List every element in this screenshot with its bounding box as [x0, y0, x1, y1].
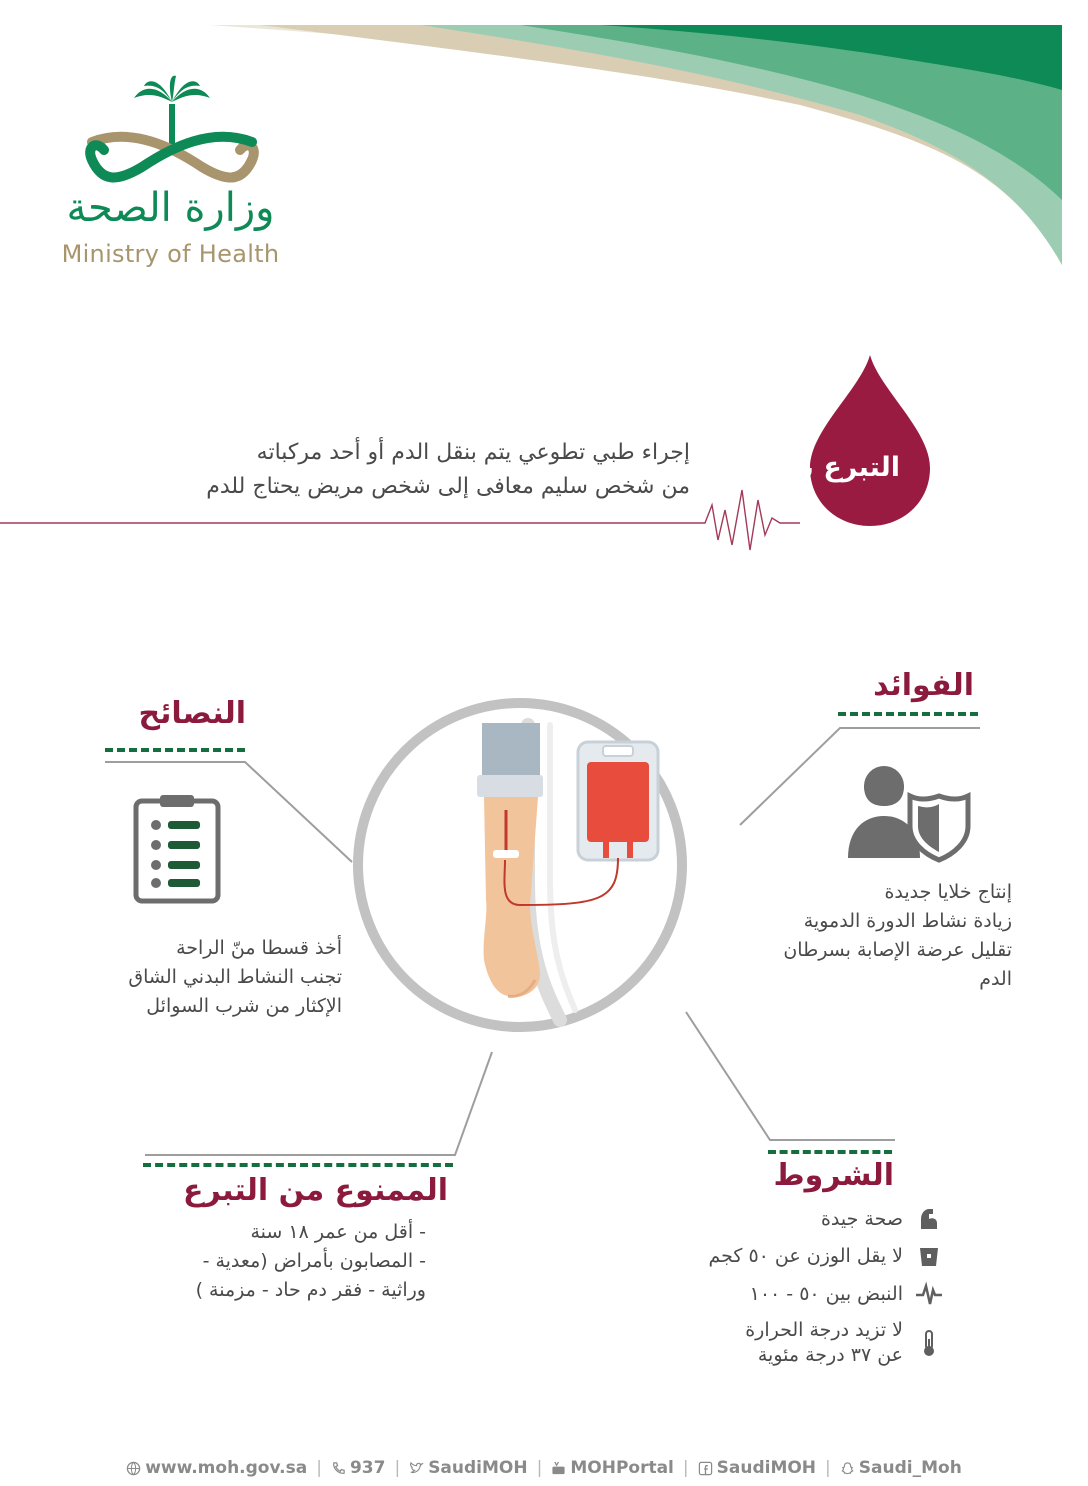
advice-title: النصائح	[138, 696, 246, 731]
muscle-icon	[915, 1205, 943, 1233]
condition-text-line: عن ٣٧ درجة مئوية	[757, 1344, 903, 1366]
snapchat-icon	[840, 1461, 855, 1476]
footer-separator: |	[825, 1458, 831, 1478]
condition-text: النبض بين ٥٠ - ١٠٠	[749, 1282, 903, 1305]
intro-line-1: إجراء طبي تطوعي يتم بنقل الدم أو أحد مركباته	[256, 440, 690, 465]
conditions-divider-top	[768, 1150, 892, 1154]
hero-title: التبرع بالدم	[748, 452, 900, 483]
facebook-icon	[698, 1461, 713, 1476]
forbidden-list	[86, 1218, 426, 1305]
blood-drop-icon	[800, 350, 940, 530]
pulse-icon	[915, 1280, 943, 1308]
footer-separator: |	[394, 1458, 401, 1478]
condition-row	[523, 1318, 943, 1368]
condition-row	[523, 1205, 943, 1233]
footer-phone[interactable]: 937	[331, 1458, 386, 1478]
advice-item: تجنب النشاط البدني الشاق	[128, 966, 342, 988]
footer-website[interactable]: www.moh.gov.sa	[126, 1458, 307, 1478]
condition-row	[523, 1280, 943, 1308]
benefit-item: الدم	[979, 968, 1012, 990]
clipboard-checklist-icon	[132, 795, 222, 905]
footer-twitter[interactable]: SaudiMOH	[409, 1458, 527, 1478]
condition-text: صحة جيدة	[820, 1207, 903, 1230]
phone-icon	[331, 1461, 346, 1476]
benefits-title: الفوائد	[873, 668, 974, 703]
benefit-item: تقليل عرضة الإصابة بسرطان	[783, 939, 1012, 961]
twitter-icon	[409, 1461, 424, 1476]
footer-facebook[interactable]: SaudiMOH	[698, 1458, 816, 1478]
benefit-item: إنتاج خلايا جديدة	[884, 881, 1012, 903]
advice-list	[22, 934, 342, 1021]
advice-item: الإكثار من شرب السوائل	[146, 995, 342, 1017]
benefits-divider	[838, 712, 978, 716]
condition-text	[745, 1318, 903, 1368]
condition-text-line: لا تزيد درجة الحرارة	[745, 1319, 903, 1341]
condition-row	[523, 1242, 943, 1270]
hero-intro	[70, 436, 690, 504]
advice-item: أخذ قسطا منّ الراحة	[176, 937, 342, 959]
palm-tree-icon	[134, 76, 210, 144]
forbidden-item: - المصابون بأمراض (معدية -	[202, 1250, 426, 1272]
benefits-list	[682, 878, 1012, 994]
forbidden-title: الممنوع من التبرع	[183, 1173, 448, 1208]
thermometer-icon	[915, 1323, 943, 1363]
footer-separator: |	[316, 1458, 322, 1478]
forbidden-item: وراثية - فقر دم حاد - مزمنة )	[195, 1279, 426, 1301]
footer	[0, 1458, 1088, 1478]
footer-snapchat[interactable]: Saudi_Moh	[840, 1458, 962, 1478]
weight-icon	[915, 1242, 943, 1270]
conditions-title: الشروط	[773, 1158, 894, 1193]
youtube-icon	[551, 1461, 566, 1476]
footer-separator: |	[682, 1458, 689, 1478]
advice-divider	[105, 748, 245, 752]
condition-text: لا يقل الوزن عن ٥٠ كجم	[708, 1244, 903, 1267]
forbidden-divider-top	[143, 1163, 453, 1167]
arm-icon	[477, 723, 543, 997]
footer-separator: |	[536, 1458, 543, 1478]
logo-text-english: Ministry of Health	[61, 240, 280, 268]
benefit-item: زيادة نشاط الدورة الدموية	[803, 910, 1012, 932]
user-shield-icon	[842, 758, 982, 868]
globe-icon	[126, 1461, 141, 1476]
footer-youtube[interactable]: MOHPortal	[551, 1458, 674, 1478]
logo-text-arabic: وزارة الصحة	[66, 185, 275, 231]
intro-line-2: من شخص سليم معافى إلى شخص مريض يحتاج للدم	[206, 474, 690, 499]
forbidden-item: - أقل من عمر ١٨ سنة	[250, 1221, 426, 1243]
